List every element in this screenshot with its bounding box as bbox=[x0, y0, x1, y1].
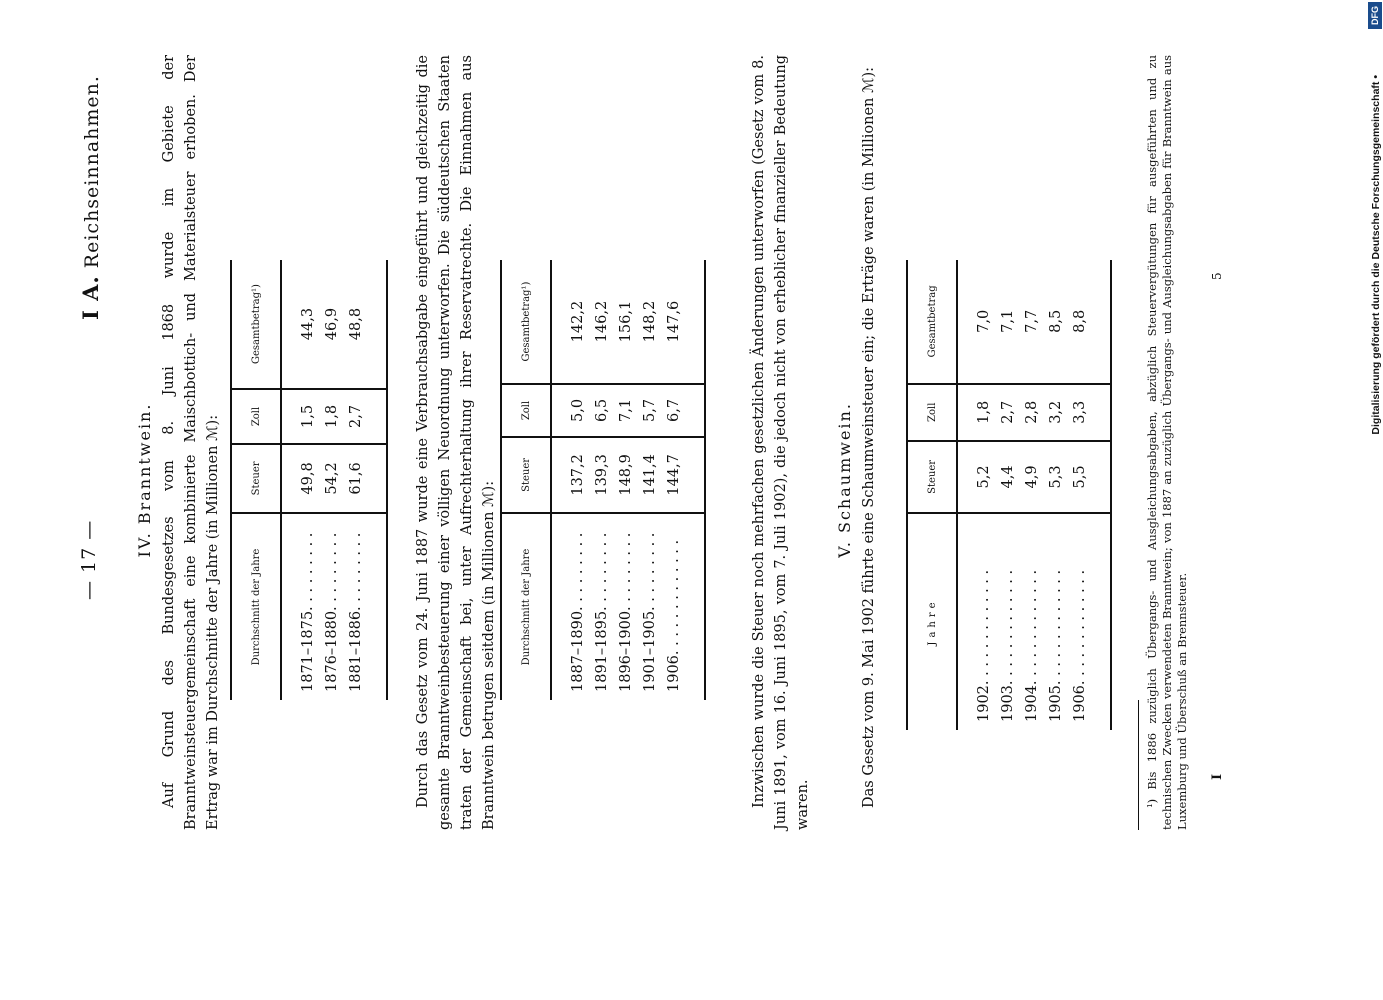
column-header: Durchschnitt der Jahre bbox=[501, 513, 551, 700]
section-heading-branntwein: IV. Branntwein. bbox=[135, 402, 154, 558]
branntwein-amendments-paragraph: Inzwischen wurde die Steuer noch mehrfachen gesetzlichen Änderungen unterworfen (Gesetz vom 8. Juni 1891, vom 16. Juni 1895, vom 7. Juli 1902), die jedoch nicht von erheblicher finanzieller Bedeutung waren. bbox=[751, 55, 811, 830]
table-row: 1887–1890. . . . . . . . . 137,2 5,0 142,2 bbox=[551, 260, 590, 700]
column-header: Steuer bbox=[231, 444, 281, 513]
table-row: 1871–1875. . . . . . . . . 49,8 1,5 44,3 bbox=[281, 260, 320, 700]
table-row: 1891–1895. . . . . . . . . 139,3 6,5 146,2 bbox=[590, 260, 614, 700]
column-header: Gesamtbetrag bbox=[907, 260, 957, 384]
table-row: 1906. . . . . . . . . . . . . 144,7 6,7 147,6 bbox=[662, 260, 686, 700]
schaumwein-intro: Das Gesetz vom 9. Mai 1902 führte eine Schaumweinsteuer ein; die Erträge waren (in Millionen ℳ): bbox=[861, 66, 877, 808]
branntwein-intro: Auf Grund des Bundesgesetzes vom 8. Juni 1868 wurde im Gebiete der Branntweinsteuergemeinschaft eine kombinierte Maischbottich- und Materialsteuer erhoben. Der Ertrag war im Durchschnitte der Jahre (in Millionen ℳ): bbox=[161, 55, 221, 830]
section-title: Reichseinnahmen. bbox=[81, 75, 103, 269]
column-header: Steuer bbox=[907, 441, 957, 513]
sheet-number: 5 bbox=[1210, 272, 1224, 280]
footnote-rule bbox=[1138, 700, 1139, 830]
digitization-credit bbox=[1371, 0, 1383, 1000]
table-row: 1876–1880. . . . . . . . . 54,2 1,8 46,9 bbox=[320, 260, 344, 700]
running-head bbox=[78, 75, 103, 320]
table-row: 1896–1900. . . . . . . . . 148,9 7,1 156,1 bbox=[614, 260, 638, 700]
section-code: I A. bbox=[78, 275, 103, 320]
column-header: Durchschnitt der Jahre bbox=[231, 513, 281, 700]
section-heading-schaumwein: V. Schaumwein. bbox=[835, 402, 854, 558]
rotated-scan-page bbox=[40, 40, 1280, 960]
table-schaumwein-1902-1906 bbox=[906, 260, 1112, 730]
column-header: Zoll bbox=[907, 384, 957, 441]
footnote: ¹) Bis 1886 zuzüglich Übergangs- und Ausgleichungsabgaben, abzüglich Steuervergütungen für ausgeführten und zu technischen Zwecken verwendeten Branntwein; von 1887 an zuzüglich Übergangs- und Ausgleichungsabgaben für Branntwein aus Luxemburg und Überschuß an Brennsteuer. bbox=[1145, 55, 1189, 830]
column-header: Gesamtbetrag¹) bbox=[501, 260, 551, 384]
table-row: 1881–1886. . . . . . . . . 61,6 2,7 48,8 bbox=[344, 260, 368, 700]
table-row: 1901–1905. . . . . . . . . 141,4 5,7 148,2 bbox=[638, 260, 662, 700]
table-branntwein-1871-1886 bbox=[230, 260, 388, 700]
signature-mark: I bbox=[1210, 773, 1225, 780]
table-row: 1906. . . . . . . . . . . . . 5,5 3,3 8,8 bbox=[1068, 260, 1092, 730]
table-row: 1902. . . . . . . . . . . . . 5,2 1,8 7,0 bbox=[957, 260, 996, 730]
column-header: Jahre bbox=[907, 513, 957, 730]
column-header: Zoll bbox=[231, 389, 281, 444]
table-branntwein-1887-1906 bbox=[500, 260, 706, 700]
branntwein-reform-paragraph: Durch das Gesetz vom 24. Juni 1887 wurde eine Verbrauchsabgabe eingeführt und gleichzeitig die gesamte Branntweinbesteuerung einer völligen Neuordnung unterworfen. Die süddeutschen Staaten traten der Gemeinschaft bei, unter Aufrechterhaltung ihrer Reservatrechte. Die Einnahmen aus Branntwein betrugen seitdem (in Millionen ℳ): bbox=[415, 55, 497, 830]
credit-text: Digitalisierung gefördert durch die Deutsche Forschungsgemeinschaft • bbox=[1370, 75, 1382, 435]
column-header: Gesamtbetrag¹) bbox=[231, 260, 281, 389]
column-header: Steuer bbox=[501, 437, 551, 513]
column-header: Zoll bbox=[501, 384, 551, 437]
dfg-logo: DFG bbox=[1368, 2, 1382, 29]
table-row: 1903. . . . . . . . . . . . . 4,4 2,7 7,1 bbox=[996, 260, 1020, 730]
table-row: 1905. . . . . . . . . . . . . 5,3 3,2 8,5 bbox=[1044, 260, 1068, 730]
page-number: — 17 — bbox=[78, 519, 100, 600]
table-row: 1904. . . . . . . . . . . . . 4,9 2,8 7,7 bbox=[1020, 260, 1044, 730]
